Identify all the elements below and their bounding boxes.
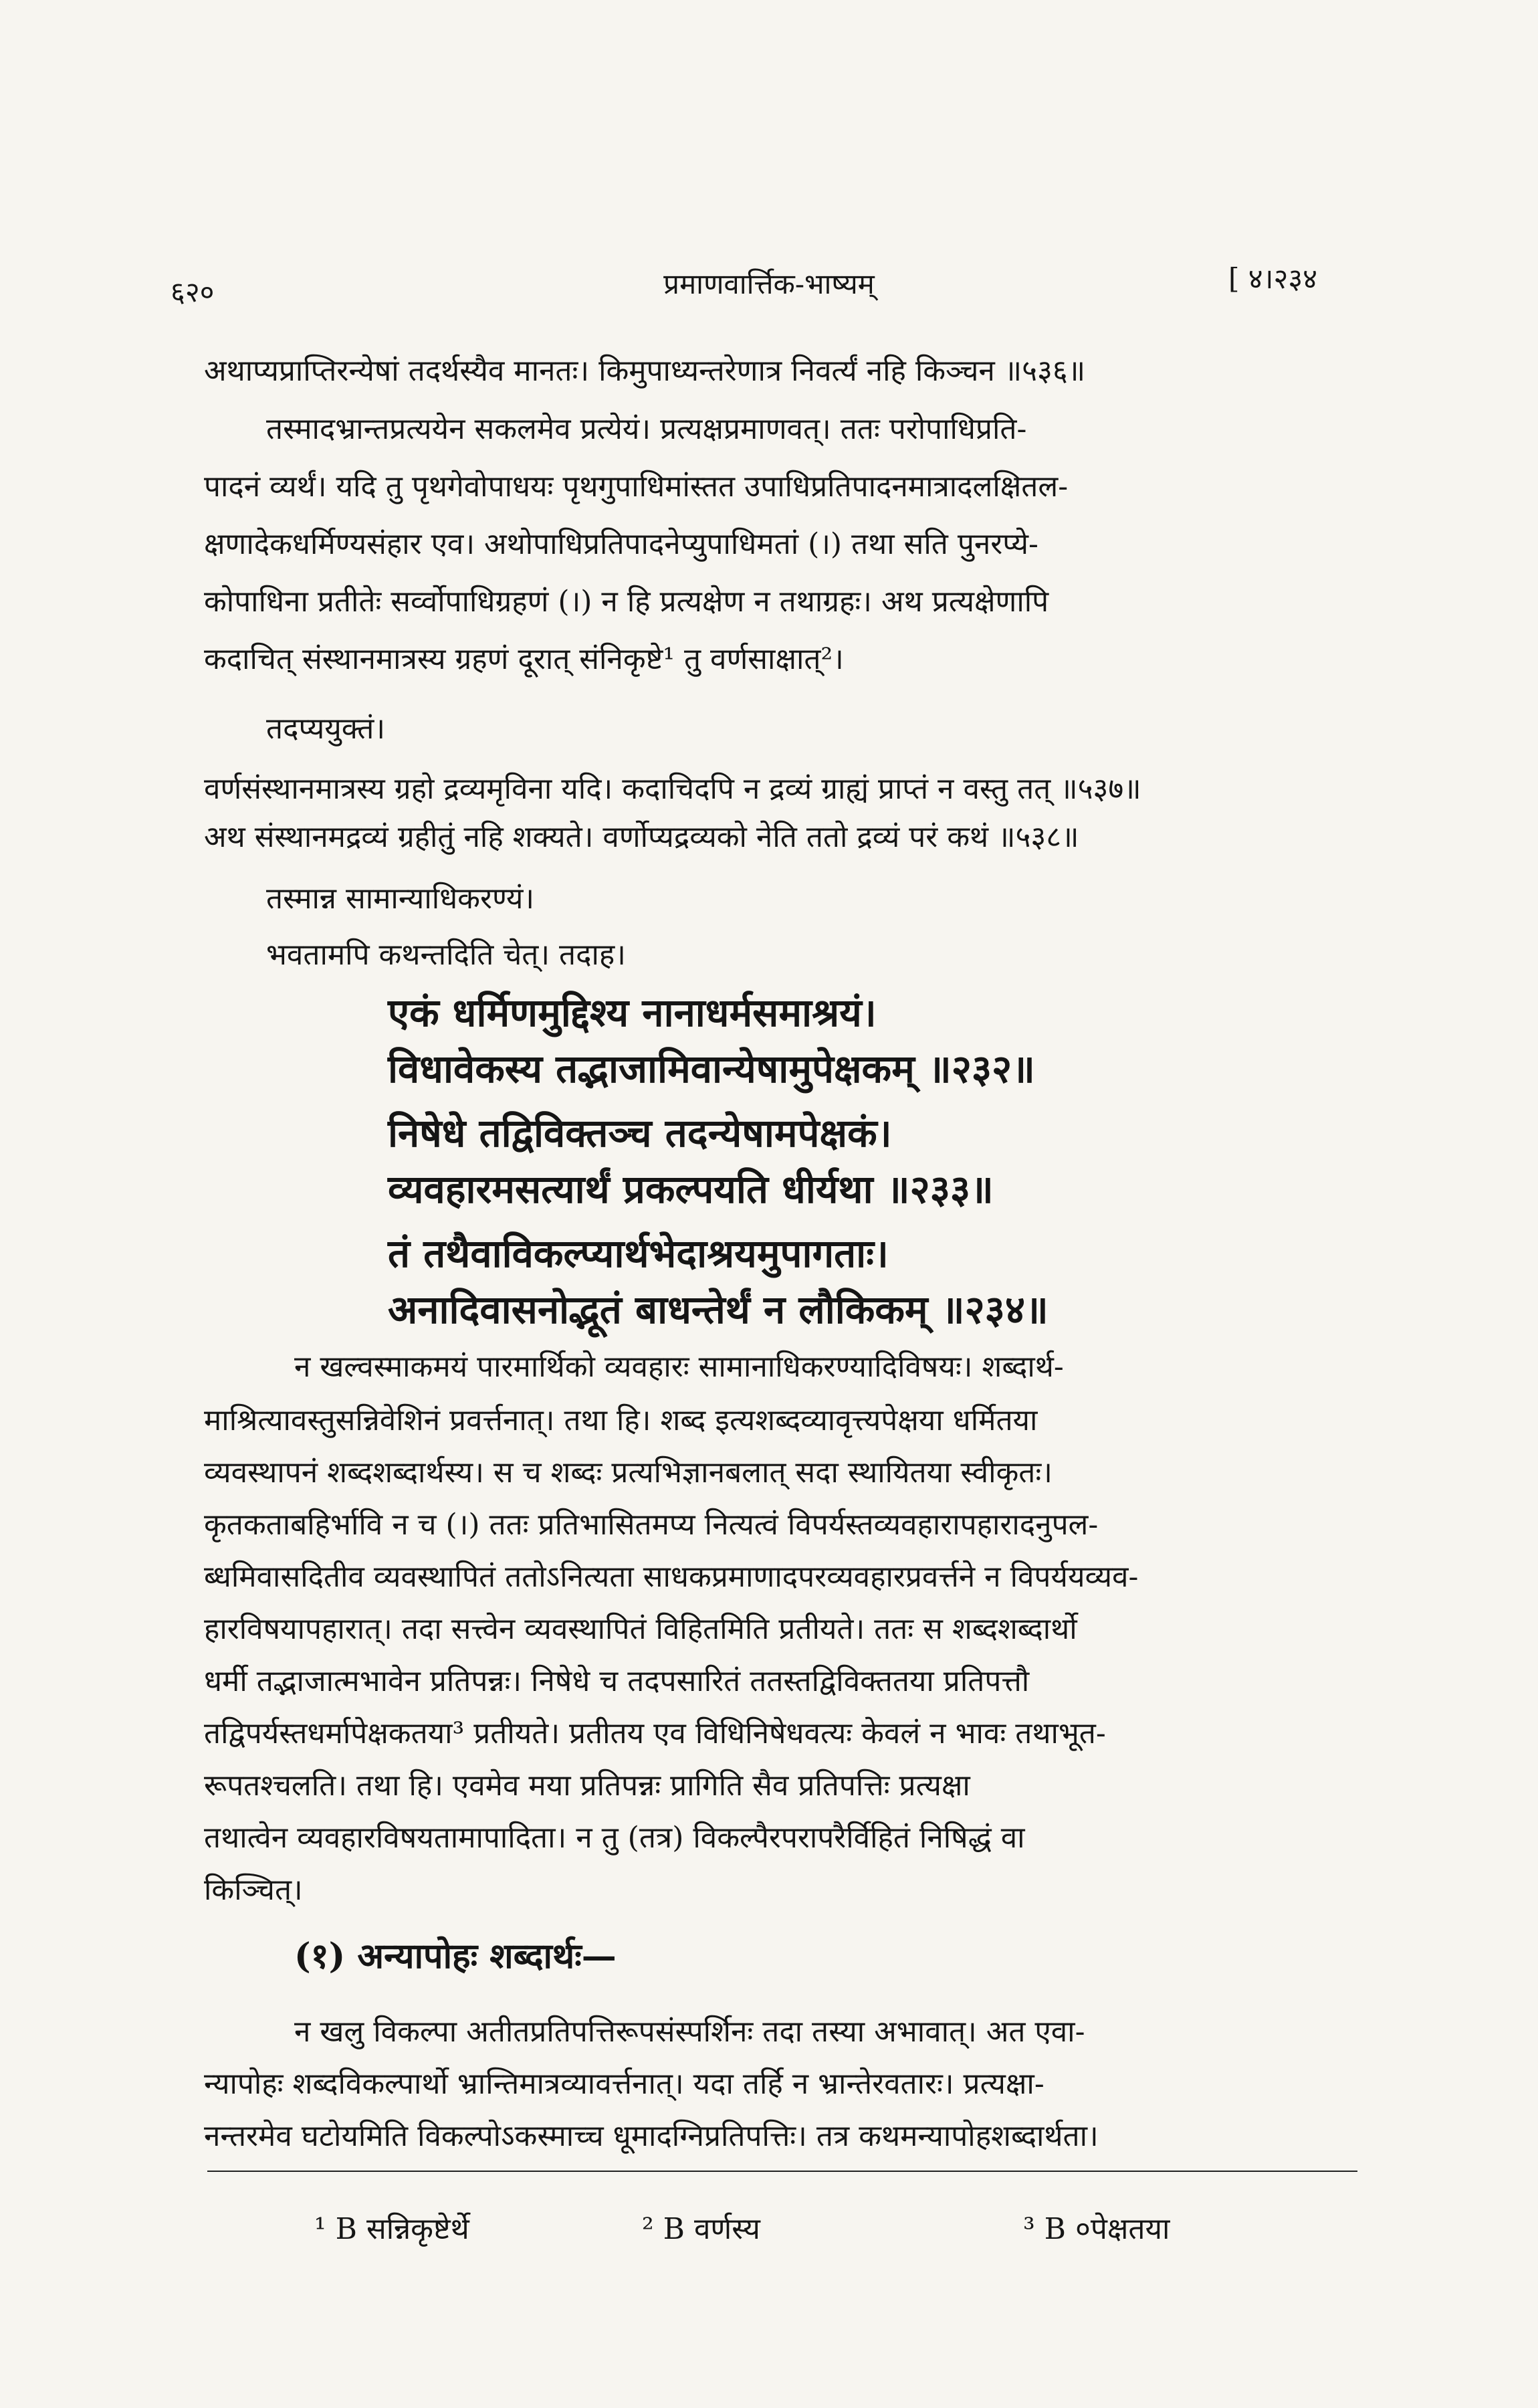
text-line: तस्मादभ्रान्तप्रत्ययेन सकलमेव प्रत्येयं। प्रत्यक्षप्रमाणवत्। ततः परोपाधिप्रति- — [266, 412, 1027, 446]
running-title: प्रमाणवार्त्तिक-भाष्यम् — [663, 268, 875, 300]
footnote-divider — [207, 2171, 1357, 2172]
text-line: न खलु विकल्पा अतीतप्रतिपत्तिरूपसंस्पर्शिनः तदा तस्या अभावात्। अत एवा- — [294, 2015, 1085, 2049]
karika-line: तं तथैवाविकल्प्यार्थभेदाश्रयमुपागताः। — [388, 1231, 889, 1276]
text-line: भवतामपि कथन्तदिति चेत्। तदाह। — [266, 938, 626, 972]
footnote: ² B वर्णस्य — [642, 2212, 760, 2246]
text-line: क्षणादेकधर्मिण्यसंहार एव। अथोपाधिप्रतिपादनेप्युपाधिमतां (।) तथा सति पुनरप्ये- — [204, 527, 1038, 561]
text-line: नन्तरमेव घटोयमिति विकल्पोऽकस्माच्च धूमादग्निप्रतिपत्तिः। तत्र कथमन्यापोहशब्दार्थता। — [204, 2119, 1099, 2153]
text-line: तस्मान्न सामान्याधिकरण्यं। — [266, 882, 535, 916]
karika-line: विधावेकस्य तद्भाजामिवान्येषामुपेक्षकम् ॥२३२॥ — [388, 1046, 1035, 1092]
footnote: ¹ B सन्निकृष्टेर्थे — [314, 2212, 469, 2246]
karika-line: निषेधे तद्विविक्तञ्च तदन्येषामपेक्षकं। — [388, 1110, 892, 1156]
text-line: तथात्वेन व्यवहारविषयतामापादिता। न तु (तत्र) विकल्पैरपरापरैर्विहितं निषिद्धं वा — [204, 1821, 1025, 1855]
text-line: पादनं व्यर्थं। यदि तु पृथगेवोपाधयः पृथगुपाधिमांस्तत उपाधिप्रतिपादनमात्रादलक्षितल- — [204, 470, 1069, 504]
text-line: तदप्ययुक्तं। — [266, 712, 386, 746]
text-line: हारविषयापहारात्। तदा सत्त्वेन व्यवस्थापितं विहितमिति प्रतीयते। ततः स शब्दशब्दार्थो — [204, 1612, 1077, 1646]
text-line: कृतकताबहिर्भावि न च (।) ततः प्रतिभासितमप्य नित्यत्वं विपर्यस्तव्यवहारापहारादनुपल- — [204, 1508, 1099, 1542]
text-line: अथाप्यप्राप्तिरन्येषां तदर्थस्यैव मानतः। किमुपाध्यन्तरेणात्र निवर्त्यं नहि किञ्चन ॥५३६॥ — [204, 354, 1086, 388]
text-line: माश्रित्यावस्तुसन्निवेशिनं प्रवर्त्तनात्। तथा हि। शब्द इत्यशब्दव्यावृत्त्यपेक्षया धर्मितया — [204, 1403, 1038, 1437]
text-line: धर्मी तद्भाजात्मभावेन प्रतिपन्नः। निषेधे च तदपसारितं ततस्तद्विविक्ततया प्रतिपत्तौ — [204, 1664, 1030, 1698]
karika-line: अनादिवासनोद्भूतं बाधन्तेर्थं न लौकिकम् ॥२३४॥ — [388, 1287, 1049, 1332]
page-header — [0, 264, 1538, 311]
text-line: व्यवस्थापनं शब्दशब्दार्थस्य। स च शब्दः प्रत्यभिज्ञानबलात् सदा स्थायितया स्वीकृतः। — [204, 1456, 1053, 1490]
text-line: ब्धमिवासदितीव व्यवस्थापितं ततोऽनित्यता साधकप्रमाणादपरव्यवहारप्रवर्त्तने न विपर्ययव्यव- — [204, 1560, 1139, 1594]
text-line: न्यापोहः शब्दविकल्पार्थो भ्रान्तिमात्रव्यावर्त्तनात्। यदा तर्हि न भ्रान्तेरवतारः। प्रत्यक्षा- — [204, 2067, 1045, 2101]
verse-reference: [ ४।२३४ — [1228, 262, 1317, 295]
quoted-verse-line: अथ संस्थानमद्रव्यं ग्रहीतुं नहि शक्यते। वर्णोप्यद्रव्यको नेति ततो द्रव्यं परं कथं ॥५३८॥ — [204, 820, 1079, 854]
text-line: तद्विपर्यस्तधर्मापेक्षकतया³ प्रतीयते। प्रतीतय एव विधिनिषेधवत्यः केवलं न भावः तथाभूत- — [204, 1716, 1106, 1750]
text-line: किञ्चित्। — [204, 1873, 303, 1907]
text-line: कोपाधिना प्रतीतेः सर्व्वोपाधिग्रहणं (।) न हि प्रत्यक्षेण न तथाग्रहः। अथ प्रत्यक्षेणापि — [204, 585, 1049, 619]
karika-line: व्यवहारमसत्यार्थं प्रकल्पयति धीर्यथा ॥२३३॥ — [388, 1167, 994, 1212]
page-number: ६२० — [171, 276, 215, 308]
karika-line: एकं धर्मिणमुद्दिश्य नानाधर्मसमाश्रयं। — [388, 990, 877, 1035]
footnote: ³ B ०पेक्षतया — [1023, 2212, 1170, 2246]
text-line: न खल्वस्माकमयं पारमार्थिको व्यवहारः सामानाधिकरण्यादिविषयः। शब्दार्थ- — [294, 1350, 1064, 1384]
section-heading: (१) अन्यापोहः शब्दार्थः— — [294, 1936, 617, 1977]
text-line: रूपतश्चलति। तथा हि। एवमेव मया प्रतिपन्नः प्रागिति सैव प्रतिपत्तिः प्रत्यक्षा — [204, 1769, 970, 1803]
text-line: कदाचित् संस्थानमात्रस्य ग्रहणं दूरात् संनिकृष्टे¹ तु वर्णसाक्षात्²। — [204, 642, 844, 676]
quoted-verse-line: वर्णसंस्थानमात्रस्य ग्रहो द्रव्यमृविना यदि। कदाचिदपि न द्रव्यं ग्राह्यं प्राप्तं न वस्तु तत् ॥५३७॥ — [204, 772, 1141, 806]
